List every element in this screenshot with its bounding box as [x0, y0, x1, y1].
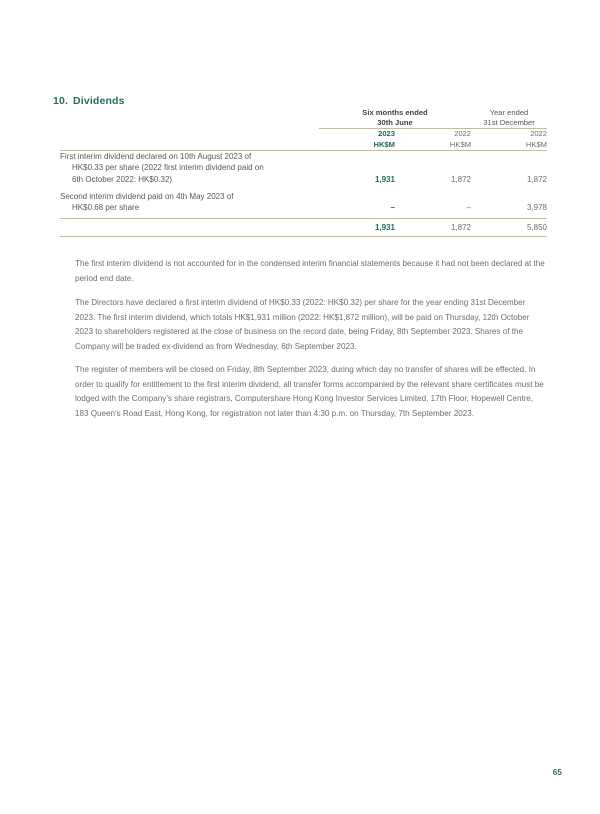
group-header-six-months-line2: 30th June — [377, 118, 413, 128]
column-header-2022-annual-unit: HK$M — [525, 139, 547, 149]
column-header-spacer — [60, 129, 319, 151]
total-value-2023: 1,931 — [319, 219, 395, 237]
table-column-header-row — [60, 129, 547, 151]
table-row — [60, 185, 547, 213]
table-row — [60, 151, 547, 185]
column-header-2022-annual-year: 2022 — [530, 129, 547, 139]
column-header-2023-unit: HK$M — [373, 139, 395, 149]
row-second-interim-line2: HK$0.68 per share — [72, 203, 140, 213]
table-group-header-row — [60, 108, 547, 129]
group-header-year-ended — [471, 108, 547, 129]
column-header-2023-year: 2023 — [378, 129, 395, 139]
row-second-interim-line1: Second interim dividend paid on 4th May 2023 of — [60, 191, 234, 201]
row-first-interim-description — [60, 151, 319, 185]
column-header-2022-interim — [395, 129, 471, 151]
group-header-six-months — [319, 108, 471, 129]
row-second-interim-value-2022-annual: 3,978 — [526, 203, 547, 213]
table-total-row — [60, 219, 547, 237]
column-header-2023-interim — [319, 129, 395, 151]
row-second-interim-description — [60, 185, 319, 213]
page-number: 65 — [552, 768, 562, 777]
column-header-2022-annual — [471, 129, 547, 151]
note-title: Dividends — [73, 95, 125, 107]
total-value-2022-annual: 5,850 — [471, 219, 547, 237]
note-heading — [53, 95, 125, 107]
dividends-table — [60, 108, 547, 237]
note-number: 10. — [53, 95, 69, 107]
paragraph-directors-declaration: The Directors have declared a first interim dividend of HK$0.33 (2022: HK$0.32) per share for the year ending 31st December 2023. The first interim dividend, which totals HK$1,931 million (2022: HK$1,872 million), will be paid on Thursday, 12th October 2023 to shareholders registered at the close of business on the record date, being Friday, 8th September 2023. Shares of the Company will be traded ex-dividend as from Wednesday, 6th September 2023. — [75, 298, 530, 351]
group-header-year-ended-line2: 31st December — [483, 118, 535, 128]
column-header-2022-interim-year: 2022 — [454, 129, 471, 139]
row-first-interim-value-2023: 1,931 — [374, 174, 395, 184]
row-first-interim-line1: First interim dividend declared on 10th August 2023 of — [60, 152, 252, 162]
paragraph-register-closure: The register of members will be closed on Friday, 8th September 2023, during which day no transfer of shares will be effected. In order to qualify for entitlement to the first interim dividend, all transfer forms accompanied by the relevant share certificates must be lodged with the Company's share registrars, Computershare Hong Kong Investor Services Limited, 17th Floor, Hopewell Centre, 183 Queen's Road East, Hong Kong, for registration not later than 4:30 p.m. on Thursday, 7th September 2023. — [75, 365, 544, 418]
group-header-six-months-line1: Six months ended — [362, 108, 428, 117]
column-header-2022-interim-unit: HK$M — [449, 139, 471, 149]
group-header-spacer — [60, 108, 319, 129]
row-second-interim-value-2022-interim: – — [466, 203, 471, 213]
row-first-interim-value-2022-interim: 1,872 — [450, 174, 471, 184]
group-header-year-ended-line1: Year ended — [489, 108, 529, 117]
total-value-2022-interim: 1,872 — [395, 219, 471, 237]
row-second-interim-value-2023: – — [390, 203, 395, 213]
paragraph-dividend-accounting: The first interim dividend is not accounted for in the condensed interim financial statements because it had not been declared at the period end date. — [75, 259, 545, 283]
row-first-interim-line3: 6th October 2022: HK$0.32) — [72, 174, 173, 184]
row-first-interim-value-2022-annual: 1,872 — [526, 174, 547, 184]
row-first-interim-line2: HK$0.33 per share (2022 first interim dividend paid on — [72, 163, 264, 173]
total-row-label-spacer — [60, 219, 319, 237]
